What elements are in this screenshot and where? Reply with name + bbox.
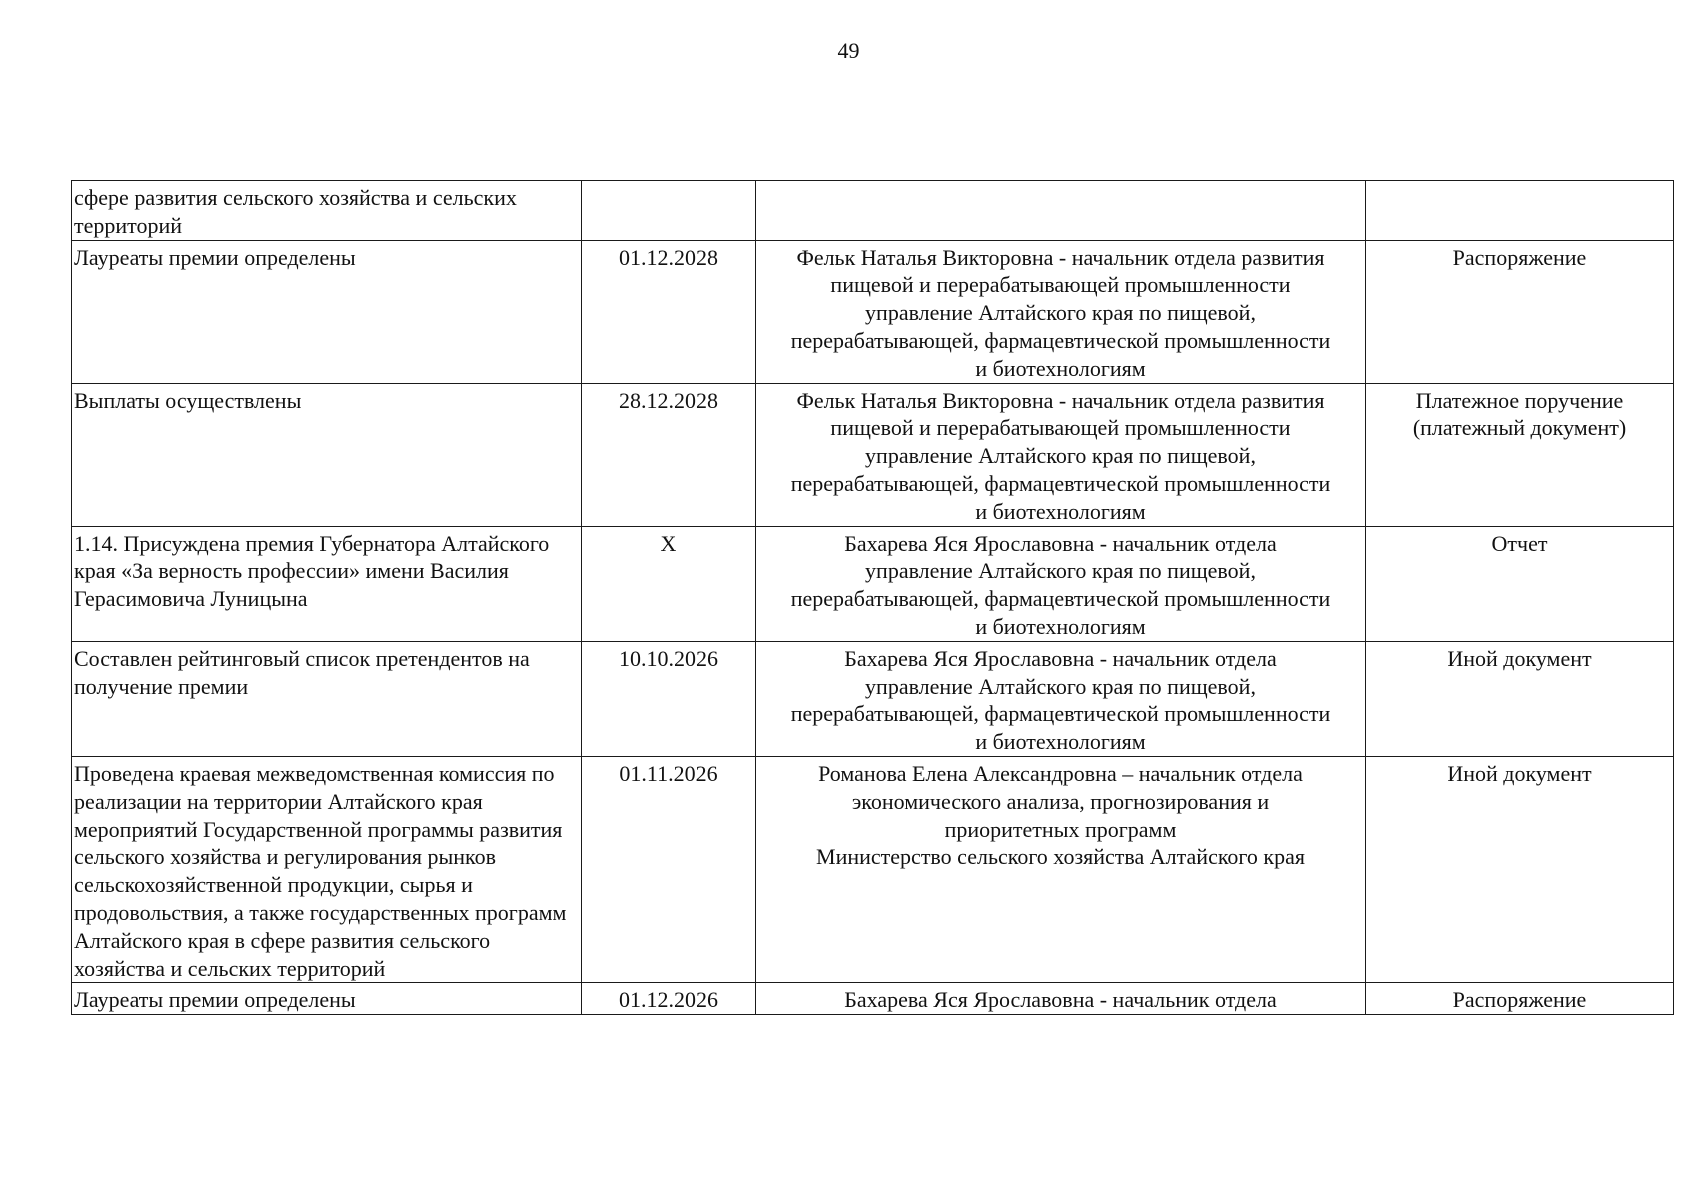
- responsible-line: Романова Елена Александровна – начальник отдела: [818, 760, 1303, 786]
- responsible-line: Фельк Наталья Викторовна - начальник отдела развития: [796, 244, 1325, 270]
- responsible-line: и биотехнологиям: [975, 355, 1146, 381]
- responsible-line: экономического анализа, прогнозирования и: [851, 788, 1270, 814]
- date-cell: 10.10.2026: [582, 641, 756, 756]
- responsible-cell: [756, 240, 1366, 383]
- responsible-cell: [756, 641, 1366, 756]
- document-cell: Распоряжение: [1366, 240, 1674, 383]
- date-cell: 01.11.2026: [582, 756, 756, 982]
- responsible-line: перерабатывающей, фармацевтической промышленности: [790, 327, 1331, 353]
- responsible-line: Фельк Наталья Викторовна - начальник отдела развития: [796, 387, 1325, 413]
- responsible-cell: [756, 526, 1366, 641]
- event-cell: сфере развития сельского хозяйства и сельских территорий: [72, 181, 582, 241]
- event-cell: Проведена краевая межведомственная комиссия по реализации на территории Алтайского края мероприятий Государственной программы развития сельского хозяйства и регулирования рынков сельскохозяйственной продукции, сырья и продовольствия, а также государственных программ Алтайского края в сфере развития сельского хозяйства и сельских территорий: [72, 756, 582, 982]
- document-cell: [1366, 181, 1674, 241]
- table-row: [72, 181, 1674, 241]
- event-cell: Выплаты осуществлены: [72, 383, 582, 526]
- document-cell: Иной документ: [1366, 641, 1674, 756]
- page-number: 49: [837, 38, 860, 63]
- responsible-line: приоритетных программ: [944, 816, 1177, 842]
- date-cell: 01.12.2026: [582, 983, 756, 1015]
- date-cell: [582, 181, 756, 241]
- responsible-line: управление Алтайского края по пищевой,: [865, 443, 1256, 469]
- responsible-line: и биотехнологиям: [975, 498, 1146, 524]
- table-row: [72, 641, 1674, 756]
- responsible-line: пищевой и перерабатывающей промышленности: [830, 415, 1291, 441]
- date-cell: 28.12.2028: [582, 383, 756, 526]
- responsible-cell: [756, 383, 1366, 526]
- responsible-line: Бахарева Яся Ярославовна - начальник отдела: [844, 645, 1277, 671]
- responsible-line: управление Алтайского края по пищевой,: [865, 558, 1256, 584]
- event-cell: Лауреаты премии определены: [72, 983, 582, 1015]
- event-cell: Лауреаты премии определены: [72, 240, 582, 383]
- table-row: [72, 526, 1674, 641]
- event-cell: 1.14. Присуждена премия Губернатора Алтайского края «За верность профессии» имени Василия Герасимовича Луницына: [72, 526, 582, 641]
- responsible-line: и биотехнологиям: [975, 613, 1146, 639]
- table-row: [72, 240, 1674, 383]
- responsible-cell: [756, 181, 1366, 241]
- table-row: [72, 756, 1674, 982]
- document-cell: Иной документ: [1366, 756, 1674, 982]
- responsible-line: Бахарева Яся Ярославовна - начальник отдела: [844, 987, 1277, 1013]
- table-row: [72, 383, 1674, 526]
- event-cell: Составлен рейтинговый список претендентов на получение премии: [72, 641, 582, 756]
- document-cell: Платежное поручение (платежный документ): [1366, 383, 1674, 526]
- responsible-line: перерабатывающей, фармацевтической промышленности: [790, 701, 1331, 727]
- responsible-line: Министерство сельского хозяйства Алтайского края: [816, 844, 1305, 870]
- responsible-line: управление Алтайского края по пищевой,: [865, 300, 1256, 326]
- responsible-line: Бахарева Яся Ярославовна - начальник отдела: [844, 530, 1277, 556]
- responsible-cell: [756, 756, 1366, 982]
- date-cell: 01.12.2028: [582, 240, 756, 383]
- document-cell: Отчет: [1366, 526, 1674, 641]
- responsible-line: управление Алтайского края по пищевой,: [865, 673, 1256, 699]
- date-cell: X: [582, 526, 756, 641]
- document-cell: Распоряжение: [1366, 983, 1674, 1015]
- responsible-line: пищевой и перерабатывающей промышленности: [830, 272, 1291, 298]
- plan-table-body: [72, 181, 1674, 1015]
- responsible-line: и биотехнологиям: [975, 729, 1146, 755]
- responsible-cell: [756, 983, 1366, 1015]
- responsible-line: перерабатывающей, фармацевтической промышленности: [790, 470, 1331, 496]
- table-row: [72, 983, 1674, 1015]
- responsible-line: перерабатывающей, фармацевтической промышленности: [790, 586, 1331, 612]
- plan-table: [71, 180, 1674, 1015]
